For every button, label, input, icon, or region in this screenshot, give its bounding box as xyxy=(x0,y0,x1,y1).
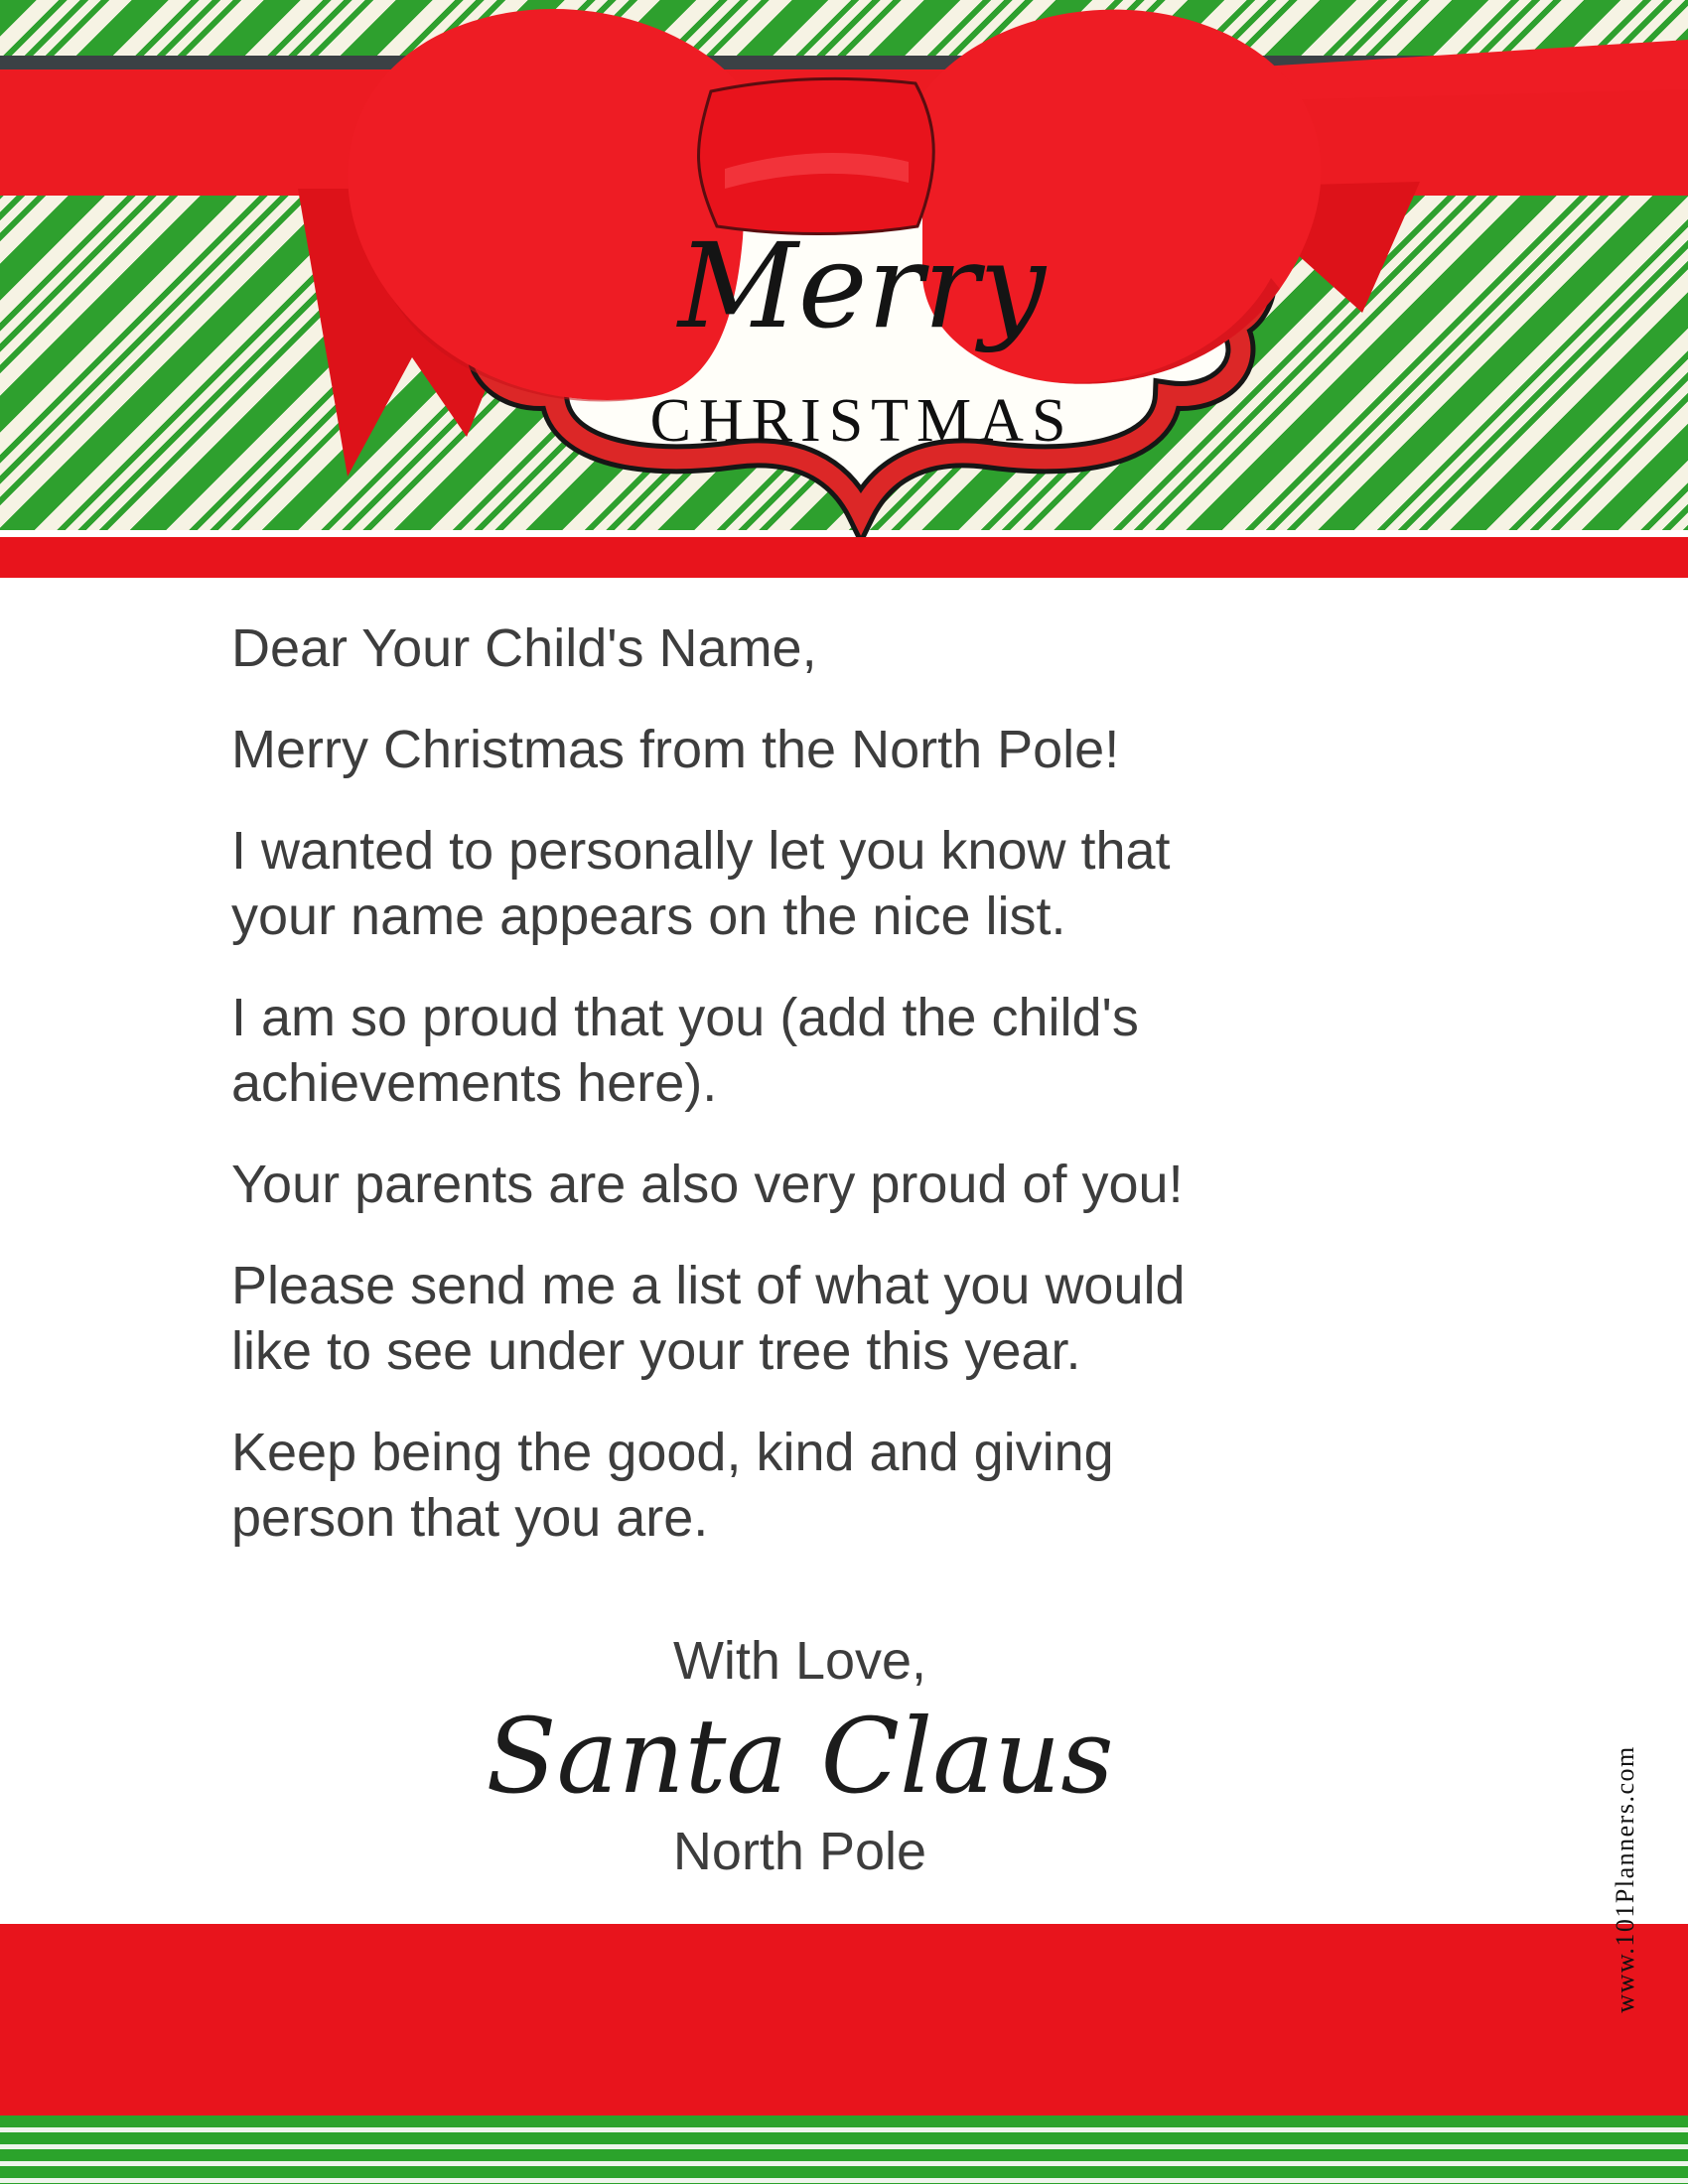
letter-line: Your parents are also very proud of you! xyxy=(231,1155,1184,1214)
letter-paragraph xyxy=(231,1420,1423,1551)
signature-location: North Pole xyxy=(672,1822,927,1881)
letter-line: I wanted to personally let you know that xyxy=(231,821,1171,881)
letter-paragraph xyxy=(231,1152,1423,1217)
badge-word-christmas: CHRISTMAS xyxy=(649,387,1074,455)
signature-santa-claus: Santa Claus xyxy=(486,1696,1114,1817)
watermark-url: www.101Planners.com xyxy=(1611,1745,1639,2013)
letter-line: Merry Christmas from the North Pole! xyxy=(231,720,1120,779)
letter-line: person that you are. xyxy=(231,1488,709,1548)
letter-line: like to see under your tree this year. xyxy=(231,1321,1081,1381)
letter-line: your name appears on the nice list. xyxy=(231,887,1066,946)
letter-paragraph xyxy=(231,818,1423,949)
letter-line: Please send me a list of what you would xyxy=(231,1256,1186,1315)
badge-word-merry: Merry xyxy=(677,217,1047,354)
letter-paragraph xyxy=(231,1253,1423,1384)
red-divider-bar xyxy=(0,537,1688,578)
letter-line: achievements here). xyxy=(231,1053,718,1113)
red-footer-bar xyxy=(0,1924,1688,2116)
green-stripe-footer xyxy=(0,2116,1688,2184)
letter-greeting xyxy=(231,615,1423,681)
letter-paragraph xyxy=(231,717,1423,782)
signature-closing: With Love, xyxy=(672,1631,927,1691)
letter-line: Dear Your Child's Name, xyxy=(231,618,817,678)
letter-line: Keep being the good, kind and giving xyxy=(231,1423,1114,1482)
signature-block xyxy=(231,1628,1368,1884)
letter-paragraph xyxy=(231,985,1423,1116)
letter-body xyxy=(231,578,1423,1884)
letter-line: I am so proud that you (add the child's xyxy=(231,988,1139,1047)
